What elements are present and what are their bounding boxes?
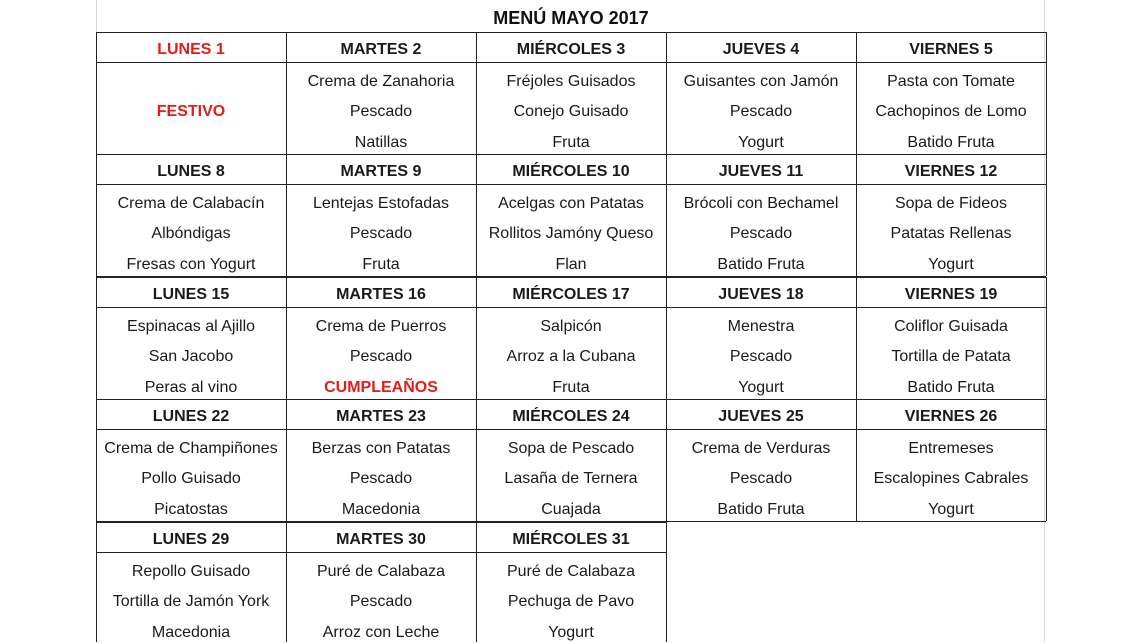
menu-item: Yogurt — [928, 501, 974, 518]
menu-item: Pescado — [349, 470, 413, 487]
menu-item: Batido Fruta — [907, 134, 995, 151]
menu-item: Macedonia — [341, 501, 421, 518]
day-header: LUNES 29 — [152, 531, 230, 548]
day-menu-cell — [666, 429, 856, 521]
birthday-label: CUMPLEAÑOS — [324, 379, 438, 396]
menu-item: Macedonia — [151, 624, 231, 641]
day-menu-cell — [96, 429, 286, 521]
menu-item: Yogurt — [928, 256, 974, 273]
day-header: VIERNES 12 — [904, 163, 998, 180]
day-header: VIERNES 5 — [909, 41, 993, 58]
menu-item: Yogurt — [548, 624, 594, 641]
day-menu-cell — [96, 552, 286, 644]
day-menu-cell — [476, 429, 666, 521]
menu-item: Fruta — [552, 379, 590, 396]
day-header: JUEVES 11 — [718, 163, 804, 180]
day-header: LUNES 22 — [152, 408, 230, 425]
day-header: JUEVES 25 — [718, 408, 804, 425]
menu-item: Tortilla de Jamón York — [112, 593, 270, 610]
day-header: MARTES 9 — [340, 163, 422, 180]
menu-item: Pescado — [349, 593, 413, 610]
menu-item: Sopa de Pescado — [507, 440, 635, 457]
menu-item: Peras al vino — [144, 379, 238, 396]
day-header: VIERNES 26 — [904, 408, 998, 425]
menu-item: Crema de Calabacín — [117, 195, 265, 212]
menu-item: Fresas con Yogurt — [126, 256, 256, 273]
day-menu-cell — [476, 62, 666, 154]
menu-item: Flan — [555, 256, 587, 273]
day-header: MARTES 23 — [336, 408, 426, 425]
day-menu-cell — [286, 184, 476, 276]
menu-item: Lentejas Estofadas — [312, 195, 450, 212]
menu-item: Pescado — [729, 225, 793, 242]
day-header: LUNES 15 — [152, 286, 230, 303]
day-header: MIÉRCOLES 10 — [512, 163, 630, 180]
grid-line-v — [1046, 399, 1047, 521]
day-header: MIÉRCOLES 3 — [516, 41, 626, 58]
menu-item: Brócoli con Bechamel — [683, 195, 839, 212]
menu-item: Crema de Zanahoria — [307, 73, 455, 90]
day-menu-cell — [96, 62, 286, 154]
menu-item: Albóndigas — [151, 225, 231, 242]
menu-item: Cuajada — [541, 501, 601, 518]
menu-item: Pechuga de Pavo — [507, 593, 635, 610]
day-menu-cell — [286, 307, 476, 399]
menu-item: Batido Fruta — [717, 501, 805, 518]
day-header: JUEVES 4 — [722, 41, 800, 58]
day-menu-cell — [856, 429, 1046, 521]
day-header: MARTES 30 — [336, 531, 426, 548]
menu-item: Natillas — [354, 134, 408, 151]
menu-item: Patatas Rellenas — [890, 225, 1012, 242]
menu-item: Entremeses — [908, 440, 994, 457]
menu-item: Lasaña de Ternera — [504, 470, 638, 487]
menu-item: Crema de Verduras — [691, 440, 831, 457]
menu-item: Cachopinos de Lomo — [875, 103, 1027, 120]
day-menu-cell — [856, 307, 1046, 399]
menu-item: Guisantes con Jamón — [683, 73, 839, 90]
day-header: MARTES 2 — [340, 41, 422, 58]
menu-item: Pollo Guisado — [141, 470, 241, 487]
day-header: JUEVES 18 — [718, 286, 804, 303]
menu-item: Coliflor Guisada — [894, 318, 1008, 335]
day-menu-cell — [856, 62, 1046, 154]
day-menu-cell — [96, 184, 286, 276]
menu-item: Conejo Guisado — [513, 103, 629, 120]
menu-item: Menestra — [727, 318, 795, 335]
grid-line-v — [1046, 277, 1047, 399]
menu-item: San Jacobo — [148, 348, 234, 365]
menu-item: Puré de Calabaza — [506, 563, 636, 580]
day-menu-cell — [666, 184, 856, 276]
menu-item: Acelgas con Patatas — [498, 195, 644, 212]
menu-item: Tortilla de Patata — [891, 348, 1011, 365]
day-header: MARTES 16 — [336, 286, 426, 303]
menu-item: Arroz con Leche — [322, 624, 440, 641]
day-header: LUNES 1 — [157, 41, 225, 58]
menu-item: Fruta — [552, 134, 590, 151]
menu-item: Pescado — [729, 103, 793, 120]
menu-item: Puré de Calabaza — [316, 563, 446, 580]
day-menu-cell — [666, 62, 856, 154]
day-menu-cell — [856, 184, 1046, 276]
day-menu-cell — [476, 552, 666, 644]
day-menu-cell — [476, 307, 666, 399]
menu-item: Repollo Guisado — [131, 563, 251, 580]
grid-line-v — [666, 522, 667, 642]
menu-item: Picatostas — [154, 501, 228, 518]
menu-item: Fruta — [362, 256, 400, 273]
menu-item: Espinacas al Ajillo — [126, 318, 256, 335]
day-header: VIERNES 19 — [904, 286, 998, 303]
menu-item: Sopa de Fideos — [894, 195, 1008, 212]
grid-line-v — [1046, 154, 1047, 276]
day-menu-cell — [666, 307, 856, 399]
day-header: LUNES 8 — [157, 163, 225, 180]
menu-item: Rollitos Jamóny Queso — [488, 225, 654, 242]
menu-item: Arroz a la Cubana — [506, 348, 636, 365]
menu-item: Pescado — [349, 103, 413, 120]
menu-item: Batido Fruta — [907, 379, 995, 396]
grid-line-v — [1046, 32, 1047, 154]
day-menu-cell — [96, 307, 286, 399]
menu-item: Pescado — [729, 348, 793, 365]
menu-item: Fréjoles Guisados — [506, 73, 636, 90]
day-header: MIÉRCOLES 31 — [512, 531, 630, 548]
menu-item: Escalopines Cabrales — [873, 470, 1029, 487]
menu-item: Pescado — [349, 348, 413, 365]
menu-item: Salpicón — [540, 318, 602, 335]
menu-item: Crema de Champiñones — [104, 440, 278, 457]
day-menu-cell — [286, 429, 476, 521]
menu-table — [96, 32, 1046, 642]
day-header: MIÉRCOLES 17 — [512, 286, 630, 303]
menu-item: Yogurt — [738, 134, 784, 151]
menu-item: Berzas con Patatas — [311, 440, 451, 457]
menu-item: Pescado — [729, 470, 793, 487]
menu-item: Batido Fruta — [717, 256, 805, 273]
day-menu-cell — [286, 552, 476, 644]
menu-item: Pescado — [349, 225, 413, 242]
menu-item: Yogurt — [738, 379, 784, 396]
holiday-label: FESTIVO — [156, 103, 226, 120]
menu-item: Pasta con Tomate — [887, 73, 1015, 90]
day-header: MIÉRCOLES 24 — [512, 408, 630, 425]
menu-item: Crema de Puerros — [315, 318, 447, 335]
menu-title: MENÚ MAYO 2017 — [493, 8, 649, 28]
day-menu-cell — [476, 184, 666, 276]
day-menu-cell — [286, 62, 476, 154]
